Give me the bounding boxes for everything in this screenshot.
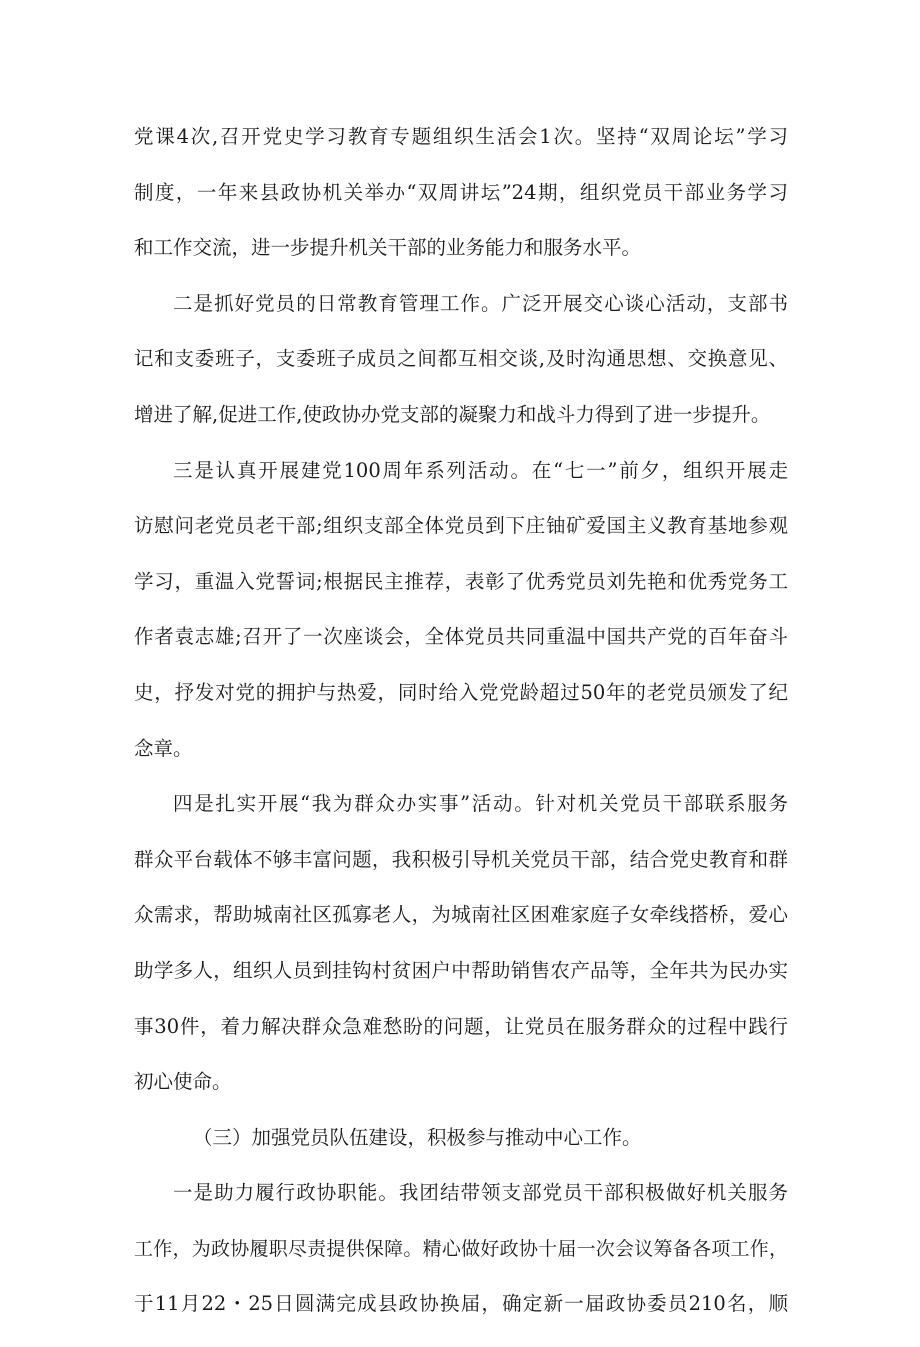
heading-line: （三）加强党员队伍建设，积极参与推动中心工作。 [193, 1125, 642, 1149]
text-line: 工作，为政协履职尽责提供保障。精心做好政协十届一次会议筹备各项工作， [134, 1237, 788, 1260]
text-line: 于11月22・25日圆满完成县政协换届，确定新一届政协委员210名，顺 [134, 1292, 788, 1316]
paragraph-cppcc-functions [134, 1180, 788, 1317]
paragraph-practical-work [134, 791, 788, 1095]
text-line: 一是助力履行政协职能。我团结带领支部党员干部积极做好机关服务 [173, 1181, 788, 1205]
paragraph-centenary-activities [134, 458, 788, 762]
text-line: 增进了解,促进工作,使政协办党支部的凝聚力和战斗力得到了进一步提升。 [134, 402, 771, 426]
section-heading [134, 1125, 788, 1151]
text-line: 和工作交流，进一步提升机关干部的业务能力和服务水平。 [134, 236, 642, 260]
text-line: 四是扎实开展“我为群众办实事”活动。针对机关党员干部联系服务 [173, 792, 788, 816]
text-line: 念章。 [134, 736, 193, 760]
text-line: 三是认真开展建党100周年系列活动。在“七一”前夕，组织开展走 [173, 458, 788, 482]
paragraph-party-member-management [134, 291, 788, 428]
text-line: 初心使命。 [134, 1070, 232, 1094]
text-line: 助学多人，组织人员到挂钩村贫困户中帮助销售农产品等，全年共为民办实 [134, 958, 788, 982]
text-line: 访慰问老党员老干部;组织支部全体党员到下庄铀矿爱国主义教育基地参观 [134, 514, 788, 538]
text-line: 二是抓好党员的日常教育管理工作。广泛开展交心谈心活动，支部书 [173, 291, 788, 315]
paragraph-continuation [134, 124, 788, 261]
text-line: 事30件，着力解决群众急难愁盼的问题，让党员在服务群众的过程中践行 [134, 1014, 788, 1038]
text-line: 记和支委班子，支委班子成员之间都互相交谈,及时沟通思想、交换意见、 [134, 347, 788, 371]
text-line: 学习，重温入党誓词;根据民主推荐，表彰了优秀党员刘先艳和优秀党务工 [134, 569, 788, 593]
text-line: 众需求，帮助城南社区孤寡老人，为城南社区困难家庭子女牵线搭桥，爱心 [134, 903, 788, 927]
text-line: 作者袁志雄;召开了一次座谈会，全体党员共同重温中国共产党的百年奋斗 [134, 625, 788, 649]
text-line: 群众平台载体不够丰富问题，我积极引导机关党员干部，结合党史教育和群 [134, 847, 788, 871]
text-line: 党课4次,召开党史学习教育专题组织生活会1次。坚持“双周论坛”学习 [134, 125, 788, 148]
document-body [134, 124, 788, 1347]
text-line: 制度，一年来县政协机关举办“双周讲坛”24期，组织党员干部业务学习 [134, 180, 788, 204]
text-line: 史，抒发对党的拥护与热爱，同时给入党党龄超过50年的老党员颁发了纪 [134, 680, 788, 704]
